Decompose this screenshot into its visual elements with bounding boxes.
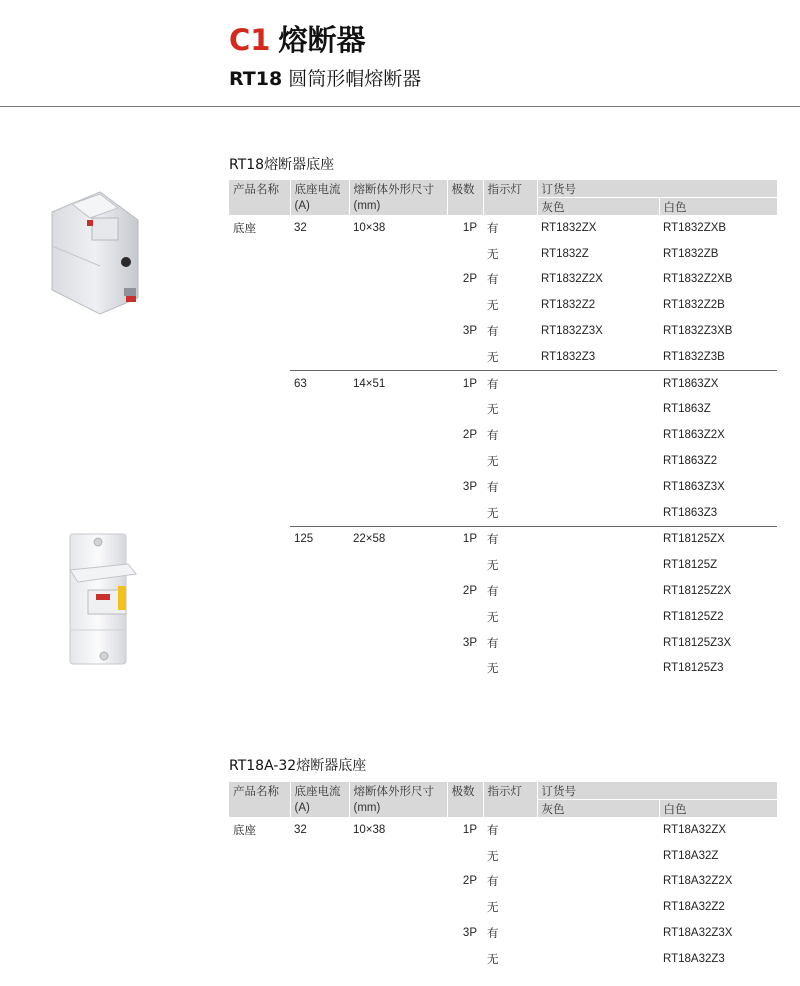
table-row (229, 894, 777, 920)
rt18-32-holder-image (40, 190, 150, 318)
cell-order-white: RT18125Z2X (663, 585, 732, 598)
cell-order-white: RT1832Z3XB (663, 325, 733, 338)
table-row (229, 292, 777, 318)
cell-product-name (229, 370, 290, 396)
cell-current (290, 920, 349, 946)
cell-current (290, 604, 349, 630)
table-row (229, 656, 777, 682)
cell-size (349, 397, 447, 423)
cell-size (349, 344, 447, 370)
header-order-no: 订货号 (537, 180, 777, 198)
cell-poles: 2P (462, 875, 477, 888)
cell-current (290, 869, 349, 895)
cell-current (290, 946, 349, 972)
cell-indicator: 有 (487, 481, 499, 494)
cell-poles (447, 843, 483, 869)
cell-poles (447, 292, 483, 318)
catalog-code: C1 (229, 23, 271, 57)
table-row (229, 578, 777, 604)
cell-poles (447, 500, 483, 526)
cell-current: 32 (294, 221, 307, 234)
cell-product-name (229, 630, 290, 656)
cell-poles (447, 894, 483, 920)
cell-order-white: RT18A32Z3X (663, 927, 733, 940)
header-indicator: 指示灯 (483, 782, 537, 800)
cell-order-gray (537, 894, 659, 920)
cell-order-gray (537, 397, 659, 423)
cell-indicator: 无 (487, 611, 499, 624)
cell-indicator: 有 (487, 274, 499, 287)
cell-order-gray (537, 843, 659, 869)
cell-order-white: RT18125Z (663, 559, 718, 572)
header-product-name: 产品名称 (229, 180, 290, 198)
cell-current (290, 267, 349, 293)
header-product-name: 产品名称 (229, 782, 290, 800)
cell-indicator: 有 (487, 222, 499, 235)
cell-order-white: RT1832Z3B (659, 344, 777, 370)
cell-order-gray: RT1832ZX (541, 221, 597, 234)
header-blank (229, 800, 290, 818)
cell-current: 63 (294, 377, 307, 390)
cell-size (349, 578, 447, 604)
cell-indicator: 无 (487, 850, 499, 863)
cell-order-gray (537, 817, 659, 843)
cell-product-name (229, 292, 290, 318)
cell-poles (447, 397, 483, 423)
table-row (229, 474, 777, 500)
cell-current (290, 500, 349, 526)
cell-product-name (229, 604, 290, 630)
cell-size (349, 292, 447, 318)
header-current: 底座电流 (290, 782, 349, 800)
table-header-row (229, 782, 777, 800)
cell-order-gray: RT1832Z2 (541, 299, 596, 312)
cell-order-white: RT18A32Z2X (663, 875, 733, 888)
series-title (229, 64, 421, 91)
cell-poles: 1P (462, 823, 477, 836)
header-current-unit: (A) (290, 800, 349, 818)
table-row (229, 422, 777, 448)
cell-current: 32 (294, 823, 307, 836)
cell-order-white: RT1832ZB (663, 247, 719, 260)
header-gray: 灰色 (537, 800, 659, 818)
cell-indicator: 无 (487, 560, 499, 573)
cell-product-name (229, 344, 290, 370)
cell-product-name (229, 474, 290, 500)
cell-poles: 1P (462, 533, 477, 546)
cell-product-name (229, 656, 290, 682)
cell-current (290, 344, 349, 370)
cell-product-name (229, 422, 290, 448)
cell-order-white: RT18125Z2 (663, 610, 724, 623)
rt18a-order-table (229, 782, 777, 972)
cell-product-name (229, 526, 290, 552)
cell-product-name (229, 869, 290, 895)
header-current: 底座电流 (290, 180, 349, 198)
series-name: 圆筒形帽熔断器 (288, 68, 422, 90)
cell-size (349, 318, 447, 344)
cell-current (290, 448, 349, 474)
header-blank (483, 800, 537, 818)
cell-product-name (229, 894, 290, 920)
table-row (229, 552, 777, 578)
cell-poles: 3P (462, 480, 477, 493)
table-row (229, 215, 777, 241)
table-row (229, 843, 777, 869)
header-poles: 极数 (447, 180, 483, 198)
cell-size (349, 656, 447, 682)
cell-order-gray (537, 422, 659, 448)
cell-size (349, 500, 447, 526)
cell-size (349, 474, 447, 500)
cell-indicator: 无 (487, 404, 499, 417)
cell-indicator: 无 (483, 500, 537, 526)
table-row (229, 526, 777, 552)
cell-size (349, 422, 447, 448)
cell-order-white: RT1863Z3X (663, 480, 725, 493)
cell-current (290, 397, 349, 423)
cell-order-gray (537, 526, 659, 552)
cell-size (349, 552, 447, 578)
cell-indicator: 有 (487, 326, 499, 339)
section-title-rt18: RT18熔断器底座 (229, 157, 335, 173)
cell-current (290, 292, 349, 318)
table-row (229, 869, 777, 895)
cell-product-name (229, 946, 290, 972)
table-row (229, 397, 777, 423)
cell-current (290, 241, 349, 267)
cell-order-gray (537, 500, 659, 526)
cell-current (290, 422, 349, 448)
table-header-row (229, 180, 777, 198)
header-order-no: 订货号 (537, 782, 777, 800)
header-size-unit: (mm) (349, 198, 447, 216)
cell-product-name (229, 500, 290, 526)
cell-current (290, 630, 349, 656)
cell-order-white: RT1863Z2 (663, 455, 718, 468)
cell-indicator: 有 (487, 876, 499, 889)
cell-order-gray: RT1832Z (541, 247, 589, 260)
cell-size: 22×58 (353, 533, 386, 546)
cell-size (349, 843, 447, 869)
cell-poles (447, 946, 483, 972)
cell-poles: 3P (462, 927, 477, 940)
cell-poles: 1P (462, 377, 477, 390)
cell-product-name: 底座 (233, 824, 256, 837)
header-indicator: 指示灯 (483, 180, 537, 198)
cell-poles: 1P (462, 221, 477, 234)
cell-indicator: 有 (487, 430, 499, 443)
header-size-unit: (mm) (349, 800, 447, 818)
cell-order-white: RT18A32ZX (663, 823, 727, 836)
cell-poles: 2P (462, 273, 477, 286)
table-row (229, 318, 777, 344)
header-blank (483, 198, 537, 216)
section-title-rt18a: RT18A-32熔断器底座 (229, 758, 367, 774)
cell-order-white: RT18125ZX (663, 533, 725, 546)
cell-current (290, 656, 349, 682)
cell-poles: 3P (462, 325, 477, 338)
cell-order-white: RT18A32Z2 (663, 901, 725, 914)
cell-poles: 2P (462, 585, 477, 598)
table-header-row-2 (229, 800, 777, 818)
cell-current (290, 578, 349, 604)
cell-indicator: 无 (487, 902, 499, 915)
cell-size: 14×51 (353, 377, 386, 390)
cell-indicator: 无 (487, 456, 499, 469)
cell-size: 10×38 (353, 221, 386, 234)
header-size: 熔断体外形尺寸 (349, 782, 447, 800)
cell-current (290, 474, 349, 500)
cell-order-gray (537, 552, 659, 578)
header-gray: 灰色 (537, 198, 659, 216)
cell-size (349, 267, 447, 293)
cell-product-name (229, 267, 290, 293)
table-row (229, 500, 777, 526)
table-row (229, 370, 777, 396)
cell-indicator: 有 (487, 586, 499, 599)
table-row (229, 267, 777, 293)
header-current-unit: (A) (290, 198, 349, 216)
cell-indicator: 有 (487, 637, 499, 650)
cell-order-gray (537, 578, 659, 604)
cell-product-name (229, 397, 290, 423)
cell-order-gray (537, 656, 659, 682)
cell-product-name (229, 843, 290, 869)
cell-indicator: 无 (487, 300, 499, 313)
cell-indicator: 无 (487, 248, 499, 261)
cell-order-gray (537, 370, 659, 396)
table-header-row-2 (229, 198, 777, 216)
cell-order-gray (537, 946, 659, 972)
cell-product-name (229, 318, 290, 344)
cell-product-name (229, 241, 290, 267)
cell-size (349, 604, 447, 630)
table-row (229, 946, 777, 972)
cell-order-gray (537, 448, 659, 474)
cell-size (349, 869, 447, 895)
header-white: 白色 (659, 198, 777, 216)
catalog-title (229, 18, 365, 59)
series-code: RT18 (229, 68, 283, 90)
header-blank (447, 198, 483, 216)
cell-order-white: RT18A32Z3 (663, 952, 725, 965)
header-size: 熔断体外形尺寸 (349, 180, 447, 198)
cell-product-name (229, 578, 290, 604)
cell-product-name (229, 552, 290, 578)
table-row (229, 630, 777, 656)
cell-order-gray (537, 630, 659, 656)
page-header (0, 0, 800, 106)
header-white: 白色 (659, 800, 777, 818)
cell-indicator: 无 (483, 344, 537, 370)
header-poles: 极数 (447, 782, 483, 800)
header-blank (229, 198, 290, 216)
cell-order-white: RT18125Z3 (663, 662, 724, 675)
cell-order-gray (537, 604, 659, 630)
cell-size (349, 448, 447, 474)
cell-poles: 3P (462, 636, 477, 649)
cell-order-white: RT18A32Z (663, 849, 719, 862)
table-row (229, 448, 777, 474)
header-blank (447, 800, 483, 818)
cell-current (290, 552, 349, 578)
cell-current (290, 318, 349, 344)
cell-poles (447, 241, 483, 267)
table-row (229, 241, 777, 267)
cell-poles (447, 604, 483, 630)
cell-order-white: RT1832Z2B (663, 299, 725, 312)
cell-order-gray: RT1832Z2X (541, 273, 603, 286)
cell-poles (447, 448, 483, 474)
cell-indicator: 无 (487, 663, 499, 676)
rt18-order-table (229, 180, 777, 681)
cell-current (290, 894, 349, 920)
rt18-125-holder-image (58, 530, 140, 668)
cell-order-white: RT1832Z2XB (663, 273, 733, 286)
table-row (229, 604, 777, 630)
cell-size: 10×38 (353, 823, 386, 836)
cell-indicator: 有 (487, 824, 499, 837)
cell-order-white: RT1863Z3 (659, 500, 777, 526)
cell-indicator: 有 (487, 534, 499, 547)
cell-poles (447, 656, 483, 682)
cell-current (290, 843, 349, 869)
cell-order-gray: RT1832Z3X (541, 325, 603, 338)
cell-order-gray (537, 474, 659, 500)
cell-size (349, 241, 447, 267)
table-row (229, 817, 777, 843)
cell-product-name: 底座 (233, 222, 256, 235)
cell-size (349, 894, 447, 920)
cell-product-name (229, 448, 290, 474)
cell-current: 125 (294, 533, 314, 546)
cell-poles: 2P (462, 429, 477, 442)
catalog-category: 熔断器 (278, 23, 366, 57)
cell-order-white: RT1863Z2X (663, 429, 725, 442)
header-divider (0, 106, 800, 107)
cell-size (349, 946, 447, 972)
cell-order-gray: RT1832Z3 (537, 344, 659, 370)
cell-order-white: RT1863Z (663, 403, 711, 416)
cell-indicator: 无 (487, 953, 499, 966)
cell-order-gray (537, 869, 659, 895)
cell-order-white: RT18125Z3X (663, 636, 732, 649)
cell-size (349, 630, 447, 656)
cell-order-white: RT1832ZXB (663, 221, 727, 234)
cell-poles (447, 552, 483, 578)
cell-indicator: 有 (487, 378, 499, 391)
cell-poles (447, 344, 483, 370)
cell-order-white: RT1863ZX (663, 377, 719, 390)
table-row (229, 344, 777, 370)
table-row (229, 920, 777, 946)
cell-size (349, 920, 447, 946)
cell-indicator: 有 (487, 928, 499, 941)
cell-order-gray (537, 920, 659, 946)
cell-product-name (229, 920, 290, 946)
